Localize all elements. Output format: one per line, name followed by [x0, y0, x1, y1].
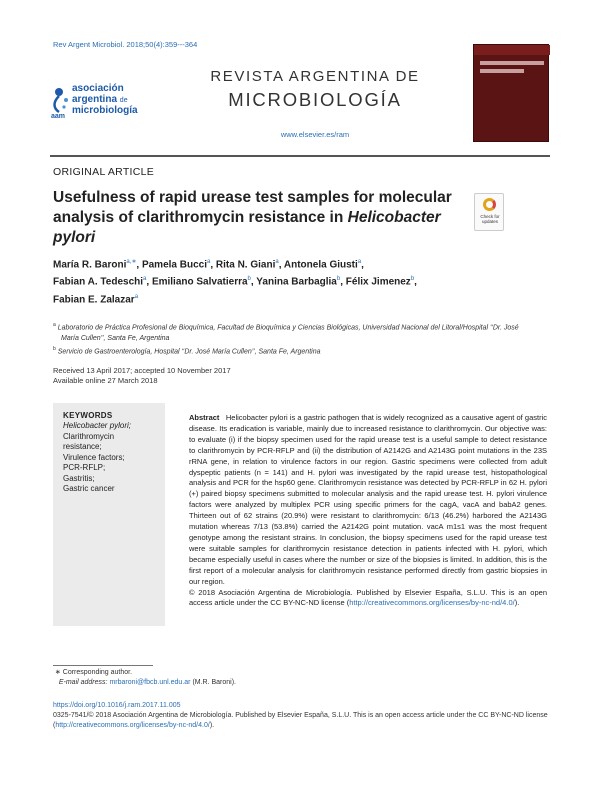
author-separator: ,: [278, 259, 284, 271]
journal-citation: Rev Argent Microbiol. 2018;50(4):359---364: [53, 40, 198, 49]
cover-text-bar: [480, 61, 544, 65]
author-name: Yanina Barbaglia: [256, 276, 337, 288]
article-type: ORIGINAL ARTICLE: [53, 166, 155, 178]
footnote: [53, 668, 236, 688]
journal-title-line1: REVISTA ARGENTINA DE: [210, 68, 420, 85]
author-name: Antonela Giusti: [283, 259, 358, 271]
article-dates: [53, 366, 231, 386]
header-divider: [50, 155, 550, 157]
footer-end: ).: [209, 722, 215, 729]
footnote-divider: [53, 665, 153, 666]
article-footer: [53, 701, 548, 731]
received-date: Received 13 April 2017; accepted 10 November 2017: [53, 366, 231, 375]
issn-text: 0325-7541/© 2018 Asociación Argentina de Microbiología. Published by Elsevier España, S.L.U. This is an open access article under the CC BY-NC-ND license (: [53, 712, 548, 729]
affiliation-text: Servicio de Gastroenterología, Hospital ‘‘Dr. José María Cullen’’, Santa Fe, Argentina: [57, 348, 321, 356]
title-italic: Helicobacter pylori: [53, 209, 441, 246]
check-updates-icon: [483, 198, 496, 211]
logo-line2-small: de: [119, 96, 128, 104]
keywords-heading: KEYWORDS: [63, 411, 113, 420]
author-separator: ,: [340, 276, 346, 288]
logo-text: [72, 84, 138, 117]
author-name: Rita N. Giani: [215, 259, 276, 271]
author-affiliation-marker[interactable]: a: [134, 293, 139, 300]
email-name: (M.R. Baroni).: [192, 679, 236, 686]
abstract: [189, 413, 547, 609]
cover-text-bar-2: [480, 69, 524, 73]
issn-license: [53, 711, 548, 731]
logo-line2-word: argentina: [72, 93, 118, 105]
journal-title: [185, 68, 445, 111]
keyword-item: Gastric cancer: [63, 484, 115, 493]
abstract-copyright: [189, 588, 547, 610]
doi-link[interactable]: https://doi.org/10.1016/j.ram.2017.11.005: [53, 702, 181, 709]
author-affiliation-marker[interactable]: b: [336, 276, 341, 283]
footer-license-link[interactable]: http://creativecommons.org/licenses/by-nc-nd/4.0/: [55, 722, 210, 729]
author-name: Fabian A. Tedeschi: [53, 276, 144, 288]
author-name: Pamela Bucci: [141, 259, 207, 271]
affiliations: [53, 320, 533, 358]
keywords-box: [53, 403, 165, 626]
online-date: Available online 27 March 2018: [53, 376, 158, 385]
affiliation-item: [53, 320, 533, 344]
aam-logo: [50, 84, 160, 124]
footnote-star: ∗: [54, 669, 61, 676]
journal-url-link[interactable]: www.elsevier.es/ram: [280, 130, 350, 139]
cover-stripe: [474, 45, 550, 55]
keyword-item: Gastritis;: [63, 473, 95, 483]
title-plain: Usefulness of rapid urease test samples for molecular analysis of clarithromycin resistance in: [53, 189, 452, 226]
copyright-text: © 2018 Asociación Argentina de Microbiología. Published by Elsevier España, S.L.U. This is an open access article under the CC BY-NC-ND license (: [189, 587, 547, 608]
keyword-item: Helicobacter pylori;: [63, 421, 132, 430]
corresponding-author: [53, 668, 236, 678]
keyword-item: Clarithromycin resistance;: [63, 431, 115, 451]
check-updates-label: Check for updates: [480, 214, 500, 224]
keyword-item: Virulence factors;: [63, 452, 125, 462]
author-affiliation-marker[interactable]: a: [275, 259, 279, 265]
keywords-list: [63, 421, 155, 495]
author-affiliation-marker[interactable]: a: [357, 259, 362, 265]
affiliation-item: [53, 344, 533, 358]
author-name: Emiliano Salvatierra: [151, 276, 248, 288]
author-name: Fabian E. Zalazar: [53, 293, 135, 305]
affiliation-marker: a: [53, 322, 56, 328]
author-affiliation-marker[interactable]: b: [247, 276, 251, 283]
article-title: [53, 188, 453, 248]
logo-line3: microbiología: [72, 105, 138, 116]
keyword-item: PCR-RFLP;: [63, 463, 106, 472]
abstract-body: Helicobacter pylori is a gastric pathogen that is widely recognized as a causative agent of gastric disease. Its eradication is variable, mainly due to increased resistance to clarithromycin. Our objective was: to evaluate (i) if the biopsy specimen used for the rapid urease test is a useful sample to detect resistance to clarithromycin by PCR-RFLP and (ii) the distribution of A2142G and A2143G point mutations in the 23S rRNA gene, in relation to virulence factors in our region. Gastric specimens were collected from adult dyspeptic patients (n = 141) and H. pylori was investigated by the rapid urease test, histopathological analysis and PCR for the hsp60 gene. Clarithromycin resistance was detected by PCR-RFLP in 62 H. pylori (+) paired biopsy specimens submitted to molecular analysis and the rapid urease test. H. pylori virulence factors were analyzed by multiplex PCR using specific primers for the cagA, vacA and babA2 genes. Thirteen out of 62 strains (20.9%) were resistant to clarithromycin: 6/13 (46.2%) harbored the A2143G mutation whereas 7/13 (53.8%) carried the A2142G point mutation. vacA m1s1 was the most frequent genotype among the resistant strains. In conclusion, the biopsy specimens used for the rapid urease test were suitable samples for clarithromycin resistance detection in patients infected with H. pylori, which became especially useful in cases where the number or size of the biopsies is limited. In addition, this is the first report of a molecular analysis for clarithromycin resistance performed directly from gastric biopsies in our region.: [189, 413, 547, 586]
journal-title-line2: MICROBIOLOGÍA: [228, 89, 402, 110]
check-for-updates-button[interactable]: [474, 193, 504, 231]
author-separator: ,: [361, 259, 364, 271]
author-separator: ,: [414, 276, 417, 288]
email-link[interactable]: mrbaroni@fbcb.unl.edu.ar: [109, 679, 191, 686]
affiliation-marker: b: [53, 346, 56, 353]
author-separator: ,: [250, 276, 257, 288]
corresponding-label: Corresponding author.: [62, 669, 133, 676]
journal-cover-image: [473, 44, 549, 142]
license-link[interactable]: http://creativecommons.org/licenses/by-nc-nd/4.0/: [349, 598, 515, 608]
logo-abbr: aam: [51, 113, 66, 120]
email-line: [53, 678, 236, 688]
copyright-end: ).: [514, 598, 520, 608]
author-name: Félix Jimenez: [345, 276, 411, 288]
author-name: María R. Baroni: [53, 259, 127, 271]
logo-line1: asociación: [72, 83, 124, 94]
author-affiliation-marker[interactable]: b: [410, 276, 415, 283]
author-affiliation-marker[interactable]: a: [143, 276, 147, 283]
email-label: E-mail address:: [58, 679, 108, 686]
author-separator: ,: [210, 259, 216, 271]
author-separator: ,: [136, 259, 142, 271]
author-affiliation-marker[interactable]: a: [207, 259, 211, 265]
abstract-paragraph: [189, 413, 547, 588]
author-affiliation-marker[interactable]: a,∗: [126, 259, 137, 265]
abstract-heading: Abstract: [189, 413, 220, 422]
author-separator: ,: [146, 276, 152, 288]
affiliation-text: Laboratorio de Práctica Profesional de Bioquímica, Facultad de Bioquímica y Ciencias Biológicas, Universidad Nacional del Litoral/Hospital ‘‘Dr. José María Cullen’’, Santa Fe, Argentina: [57, 324, 519, 342]
author-list: [53, 255, 533, 307]
